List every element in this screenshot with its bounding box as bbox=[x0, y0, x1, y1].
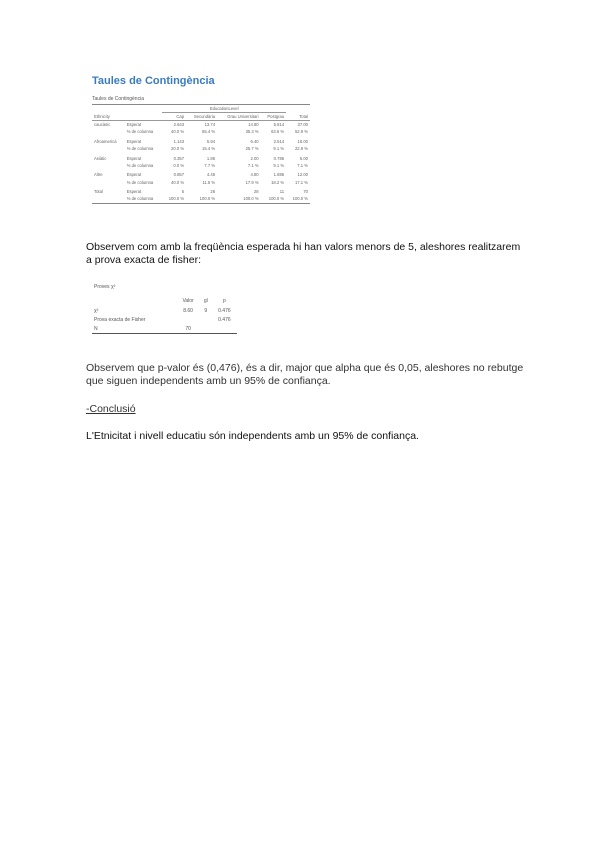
contingency-row bbox=[92, 162, 310, 169]
fisher-row-label: χ² bbox=[94, 308, 99, 315]
fisher-title: Proves χ² bbox=[94, 283, 116, 290]
contingency-cell: 17.9 % bbox=[245, 179, 259, 185]
contingency-cell: 5.00 bbox=[299, 155, 308, 161]
fisher-cell: 8.60 bbox=[183, 308, 193, 315]
contingency-cell: 7.7 % bbox=[204, 162, 216, 168]
contingency-cell: 65.4 % bbox=[202, 129, 216, 135]
fisher-row bbox=[92, 316, 237, 325]
contingency-group-label: Altre bbox=[94, 172, 103, 178]
contingency-cell: 13.74 bbox=[204, 121, 216, 127]
contingency-cell: 7.1 % bbox=[247, 162, 259, 168]
contingency-row-label: Esperat bbox=[126, 121, 142, 127]
contingency-cell: 2.00 bbox=[250, 155, 259, 161]
contingency-cell: 9.1 % bbox=[273, 162, 285, 168]
paragraph-expected-frequency: Observem com amb la freqüència esperada hi han valors menors de 5, aleshores realitzarem a prova exacta de fisher: bbox=[86, 241, 521, 266]
contingency-cell: 11 bbox=[279, 189, 285, 195]
fisher-header: p bbox=[223, 297, 226, 304]
fisher-cell: 9 bbox=[204, 308, 208, 315]
conclusion-heading: -Conclusió bbox=[86, 403, 136, 415]
fisher-row bbox=[92, 325, 237, 334]
fisher-cell: 0.476 bbox=[218, 308, 231, 315]
contingency-cell: 40.0 % bbox=[171, 179, 185, 185]
fisher-cell bbox=[212, 325, 237, 334]
fisher-test-table bbox=[92, 283, 237, 334]
column-header: Cap bbox=[162, 113, 186, 121]
contingency-cell: 1.143 bbox=[173, 138, 185, 144]
contingency-cell: 5.94 bbox=[206, 138, 216, 144]
contingency-cell: 14.80 bbox=[248, 121, 259, 127]
fisher-row bbox=[92, 308, 237, 317]
contingency-table-caption: Taules de Contingència bbox=[92, 96, 144, 102]
paragraph-conclusion: L'Etnicitat i nivell educatiu són independents amb un 95% de confiança. bbox=[86, 430, 419, 442]
contingency-cell: 28 bbox=[253, 189, 259, 195]
contingency-cell: 0.0 % bbox=[173, 162, 185, 168]
contingency-row-label: Esperat bbox=[126, 172, 142, 178]
contingency-row bbox=[92, 121, 310, 129]
contingency-cell: 1.886 bbox=[273, 172, 285, 178]
contingency-cell: 70 bbox=[303, 189, 308, 195]
contingency-cell: 26 bbox=[210, 189, 216, 195]
contingency-cell: 2.643 bbox=[173, 121, 185, 127]
contingency-cell: 11.5 % bbox=[202, 179, 216, 185]
contingency-group-label: Total bbox=[94, 189, 103, 195]
contingency-cell: 4.46 bbox=[206, 172, 216, 178]
row-header: Ethnicity bbox=[92, 113, 125, 121]
contingency-cell: 63.6 % bbox=[271, 129, 285, 135]
contingency-row-label: % de columna bbox=[125, 196, 163, 204]
fisher-cell bbox=[176, 316, 199, 325]
column-header: Secundària bbox=[186, 113, 217, 121]
contingency-cell: 12.00 bbox=[297, 172, 308, 178]
fisher-cell: 70 bbox=[176, 325, 199, 334]
contingency-cell: 0.857 bbox=[173, 172, 185, 178]
contingency-cell: 7.1 % bbox=[297, 162, 308, 168]
contingency-cell: 9.1 % bbox=[273, 145, 285, 151]
contingency-group-label: Asiàtic bbox=[94, 155, 107, 161]
contingency-cell: 5.814 bbox=[273, 121, 285, 127]
contingency-cell: 17.1 % bbox=[294, 179, 308, 185]
contingency-row-label: Esperat bbox=[126, 138, 142, 144]
contingency-row bbox=[92, 186, 310, 196]
column-header: Postgrau bbox=[261, 113, 287, 121]
contingency-cell: 25.7 % bbox=[245, 145, 259, 151]
contingency-cell: 4.80 bbox=[250, 172, 259, 178]
contingency-row bbox=[92, 136, 310, 146]
fisher-header: Valor bbox=[182, 297, 194, 304]
section-heading: Taules de Contingència bbox=[92, 75, 215, 87]
contingency-cell: 0.357 bbox=[173, 155, 185, 161]
contingency-cell: 40.0 % bbox=[171, 129, 185, 135]
contingency-row-label: Esperat bbox=[126, 155, 142, 161]
contingency-row-label: % de columna bbox=[126, 129, 154, 135]
contingency-cell: 100.0 % bbox=[217, 196, 261, 204]
contingency-column-header-row bbox=[92, 113, 310, 121]
contingency-group-label bbox=[92, 179, 125, 186]
fisher-title-row bbox=[92, 283, 237, 297]
contingency-cell: 100.0 % bbox=[162, 196, 186, 204]
fisher-row-label: N bbox=[92, 325, 176, 334]
column-header: Total bbox=[286, 113, 310, 121]
contingency-group-label bbox=[92, 145, 125, 152]
contingency-row bbox=[92, 179, 310, 186]
contingency-row-label: % de columna bbox=[126, 145, 154, 151]
contingency-cell: 20.0 % bbox=[171, 145, 185, 151]
fisher-cell bbox=[200, 325, 212, 334]
contingency-cell: 35.3 % bbox=[245, 129, 259, 135]
contingency-cell: 18.2 % bbox=[271, 179, 285, 185]
fisher-cell: 0.476 bbox=[218, 316, 231, 323]
contingency-group-label: Afroamericà bbox=[94, 138, 117, 144]
contingency-group-label bbox=[92, 129, 125, 136]
contingency-row bbox=[92, 129, 310, 136]
contingency-cell: 5 bbox=[181, 189, 185, 195]
contingency-cell: 15.4 % bbox=[202, 145, 216, 151]
contingency-cell: 6.40 bbox=[250, 138, 259, 144]
contingency-cell: 100.0 % bbox=[261, 196, 287, 204]
contingency-row-label: % de columna bbox=[126, 179, 154, 185]
contingency-cell: 100.0 % bbox=[286, 196, 310, 204]
contingency-group-label bbox=[92, 196, 125, 204]
contingency-row bbox=[92, 153, 310, 163]
contingency-group-label: caucàsic bbox=[94, 121, 111, 127]
contingency-cell: 16.00 bbox=[297, 138, 308, 144]
contingency-row bbox=[92, 169, 310, 179]
contingency-row bbox=[92, 196, 310, 204]
paragraph-p-value: Observem que p-valor és (0,476), és a dir, major que alpha que és 0,05, aleshores no rebutge que siguen independents amb un 95% de confiança. bbox=[86, 362, 524, 387]
contingency-cell: 37.00 bbox=[297, 121, 308, 127]
contingency-group-label bbox=[92, 162, 125, 169]
fisher-row-label: Prova exacta de Fisher bbox=[94, 316, 146, 323]
contingency-row bbox=[92, 145, 310, 152]
contingency-cell: 52.9 % bbox=[294, 129, 308, 135]
fisher-header-row bbox=[92, 297, 237, 308]
contingency-cell: 0.786 bbox=[273, 155, 285, 161]
contingency-cell: 1.86 bbox=[206, 155, 216, 161]
contingency-row-label: % de columna bbox=[126, 162, 154, 168]
contingency-row-label: Esperat bbox=[126, 189, 142, 195]
contingency-cell: 2.514 bbox=[273, 138, 285, 144]
contingency-table bbox=[92, 104, 310, 204]
contingency-cell: 100.0 % bbox=[186, 196, 217, 204]
fisher-header: gl bbox=[203, 297, 208, 304]
fisher-cell bbox=[200, 316, 212, 325]
column-header: Grau Universitari bbox=[217, 113, 261, 121]
group-header: EducationLevel bbox=[162, 105, 286, 113]
contingency-group-header-row bbox=[92, 105, 310, 113]
contingency-cell: 22.9 % bbox=[294, 145, 308, 151]
contingency-table-body bbox=[92, 121, 310, 204]
